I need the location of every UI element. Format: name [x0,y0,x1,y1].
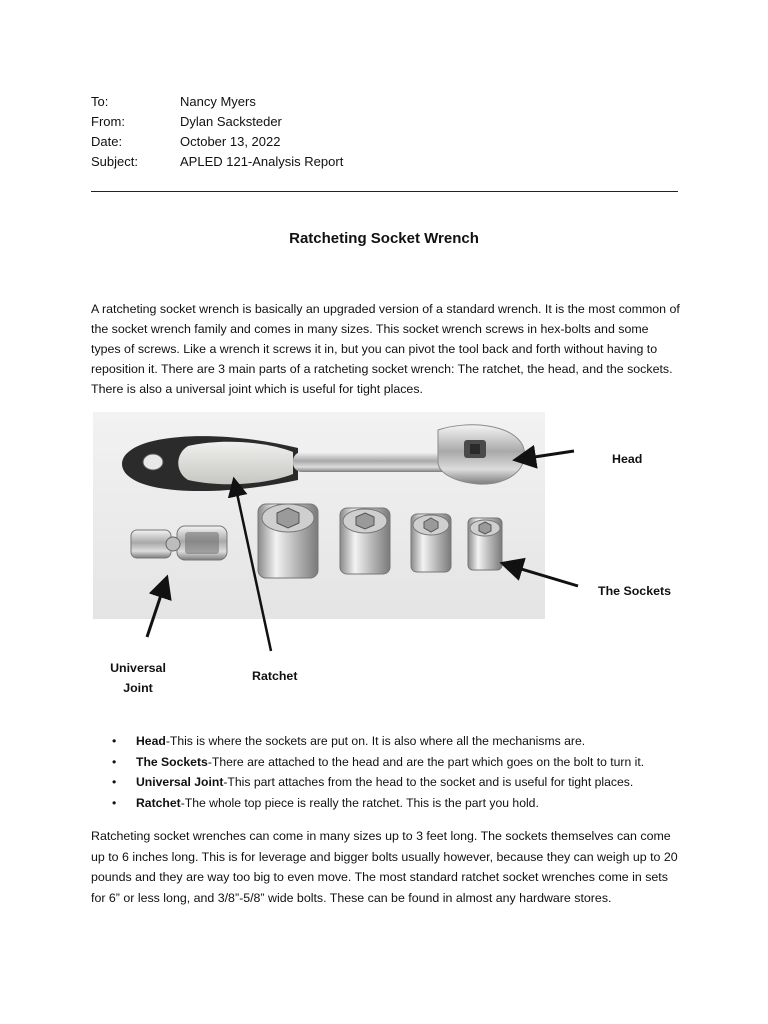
list-item-text: -The whole top piece is really the ratchet. This is the part you hold. [180,795,539,810]
list-item [112,752,644,773]
list-item [112,731,644,752]
memo-to-label: To: [91,94,109,109]
list-item [112,772,644,793]
intro-paragraph: A ratcheting socket wrench is basically an upgraded version of a standard wrench. It is the most common of the socket wrench family and comes in many sizes. This socket wrench screws in hex-bolts and some types of screws. Like a wrench it screws it in, but you can pivot the tool back and forth without having to reposition it. There are 3 main parts of a ratcheting socket wrench: The ratchet, the head, and the sockets. There is also a universal joint which is useful for tight places. [91,302,680,396]
parts-list [112,731,644,813]
list-item-term: Ratchet [136,795,181,810]
list-item-term: Universal Joint [136,775,224,789]
list-item [112,793,644,814]
callout-head: Head [612,452,643,466]
list-item-term: The Sockets [136,754,208,769]
memo-to-value: Nancy Myers [180,94,256,109]
closing-paragraph: Ratcheting socket wrenches can come in many sizes up to 3 feet long. The sockets themselves can come up to 6 inches long. This is for leverage and bigger bolts usually however, because they can weigh up to 20 pounds and they are way too big to even move. The most standard ratchet socket wrenches come in sets for 6” or less long, and 3/8”-5/8” wide bolts. These can be found in almost any hardware stores. [91,829,678,905]
universal-joint-arrow [147,583,165,637]
bullet-glyph: • [112,734,117,748]
memo-from-value: Dylan Sacksteder [180,114,282,129]
memo-subject-value: APLED 121-Analysis Report [180,154,344,169]
memo-from-label: From: [91,114,125,129]
list-item-term: Head [136,734,166,748]
memo-date-value: October 13, 2022 [180,134,281,149]
bullet-glyph: • [112,795,117,810]
head-arrow [521,451,574,459]
memo-date-label: Date: [91,134,123,149]
bullet-glyph: • [112,775,117,789]
ratchet-arrow [235,484,271,651]
bullet-glyph: • [112,754,117,769]
sockets-arrow [508,565,578,586]
memo-subject-label: Subject: [91,154,138,169]
document-title: Ratcheting Socket Wrench [289,230,479,247]
callout-universal-joint-line1: Universal [110,661,166,675]
callout-universal-joint [100,658,176,698]
callout-ratchet: Ratchet [252,669,298,683]
callout-sockets: The Sockets [598,584,671,598]
list-item-text: -There are attached to the head and are the part which goes on the bolt to turn it. [207,754,645,769]
list-item-text: -This is where the sockets are put on. It is also where all the mechanisms are. [165,734,586,748]
callout-universal-joint-line2: Joint [123,681,153,695]
list-item-text: -This part attaches from the head to the socket and is useful for tight places. [223,775,634,789]
